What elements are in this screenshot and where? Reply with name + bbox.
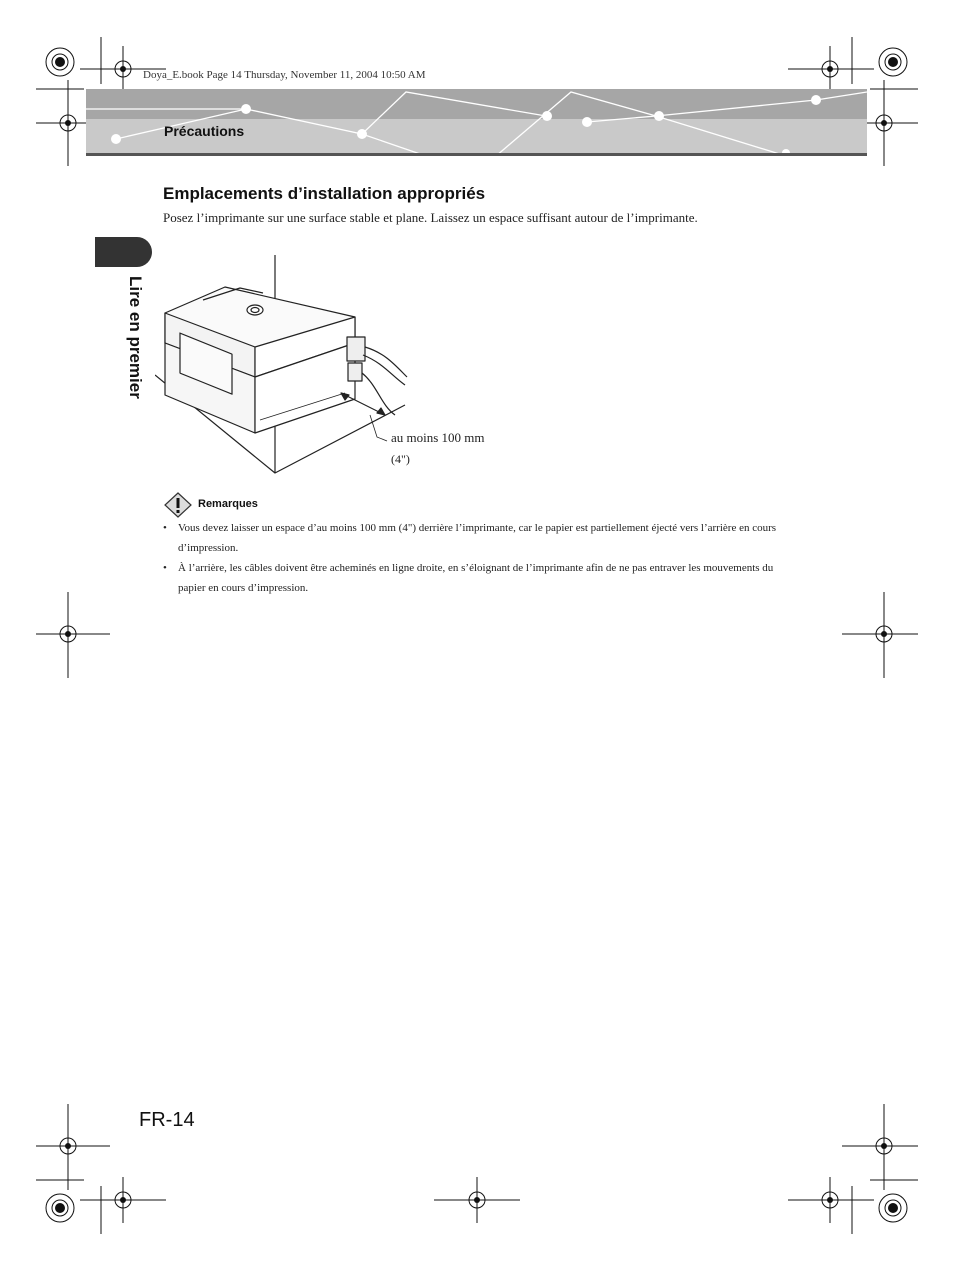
page-heading: Emplacements d’installation appropriés xyxy=(163,184,486,203)
notes-list xyxy=(163,518,783,598)
section-label: Précautions xyxy=(164,123,245,139)
chapter-tab-label: Lire en premier xyxy=(126,276,145,399)
bullet-glyph: • xyxy=(163,522,167,534)
list-item xyxy=(163,558,783,598)
note-text: À l’arrière, les câbles doivent être acheminés en ligne droite, en s’éloignant de l’imprimante afin de ne pas entraver les mouvements du papier en cours d’impression. xyxy=(178,562,774,594)
warning-diamond-icon xyxy=(164,492,192,518)
clearance-dimension-imperial: (4") xyxy=(391,452,410,466)
intro-paragraph: Posez l’imprimante sur une surface stable et plane. Laissez un espace suffisant autour de l’imprimante. xyxy=(163,210,698,225)
file-meta-line: Doya_E.book Page 14 Thursday, November 11, 2004 10:50 AM xyxy=(143,69,426,81)
header-rule xyxy=(86,153,867,156)
list-item xyxy=(163,518,783,558)
notes-title: Remarques xyxy=(198,498,258,510)
chapter-tab xyxy=(95,237,152,267)
clearance-dimension-label: au moins 100 mm xyxy=(391,430,485,445)
page-number: FR-14 xyxy=(139,1109,195,1131)
bullet-glyph: • xyxy=(163,562,167,574)
printer-clearance-illustration xyxy=(155,255,415,480)
note-text: Vous devez laisser un espace d’au moins 100 mm (4") derrière l’imprimante, car le papier est partiellement éjecté vers l’arrière en cours d’impression. xyxy=(178,522,777,554)
